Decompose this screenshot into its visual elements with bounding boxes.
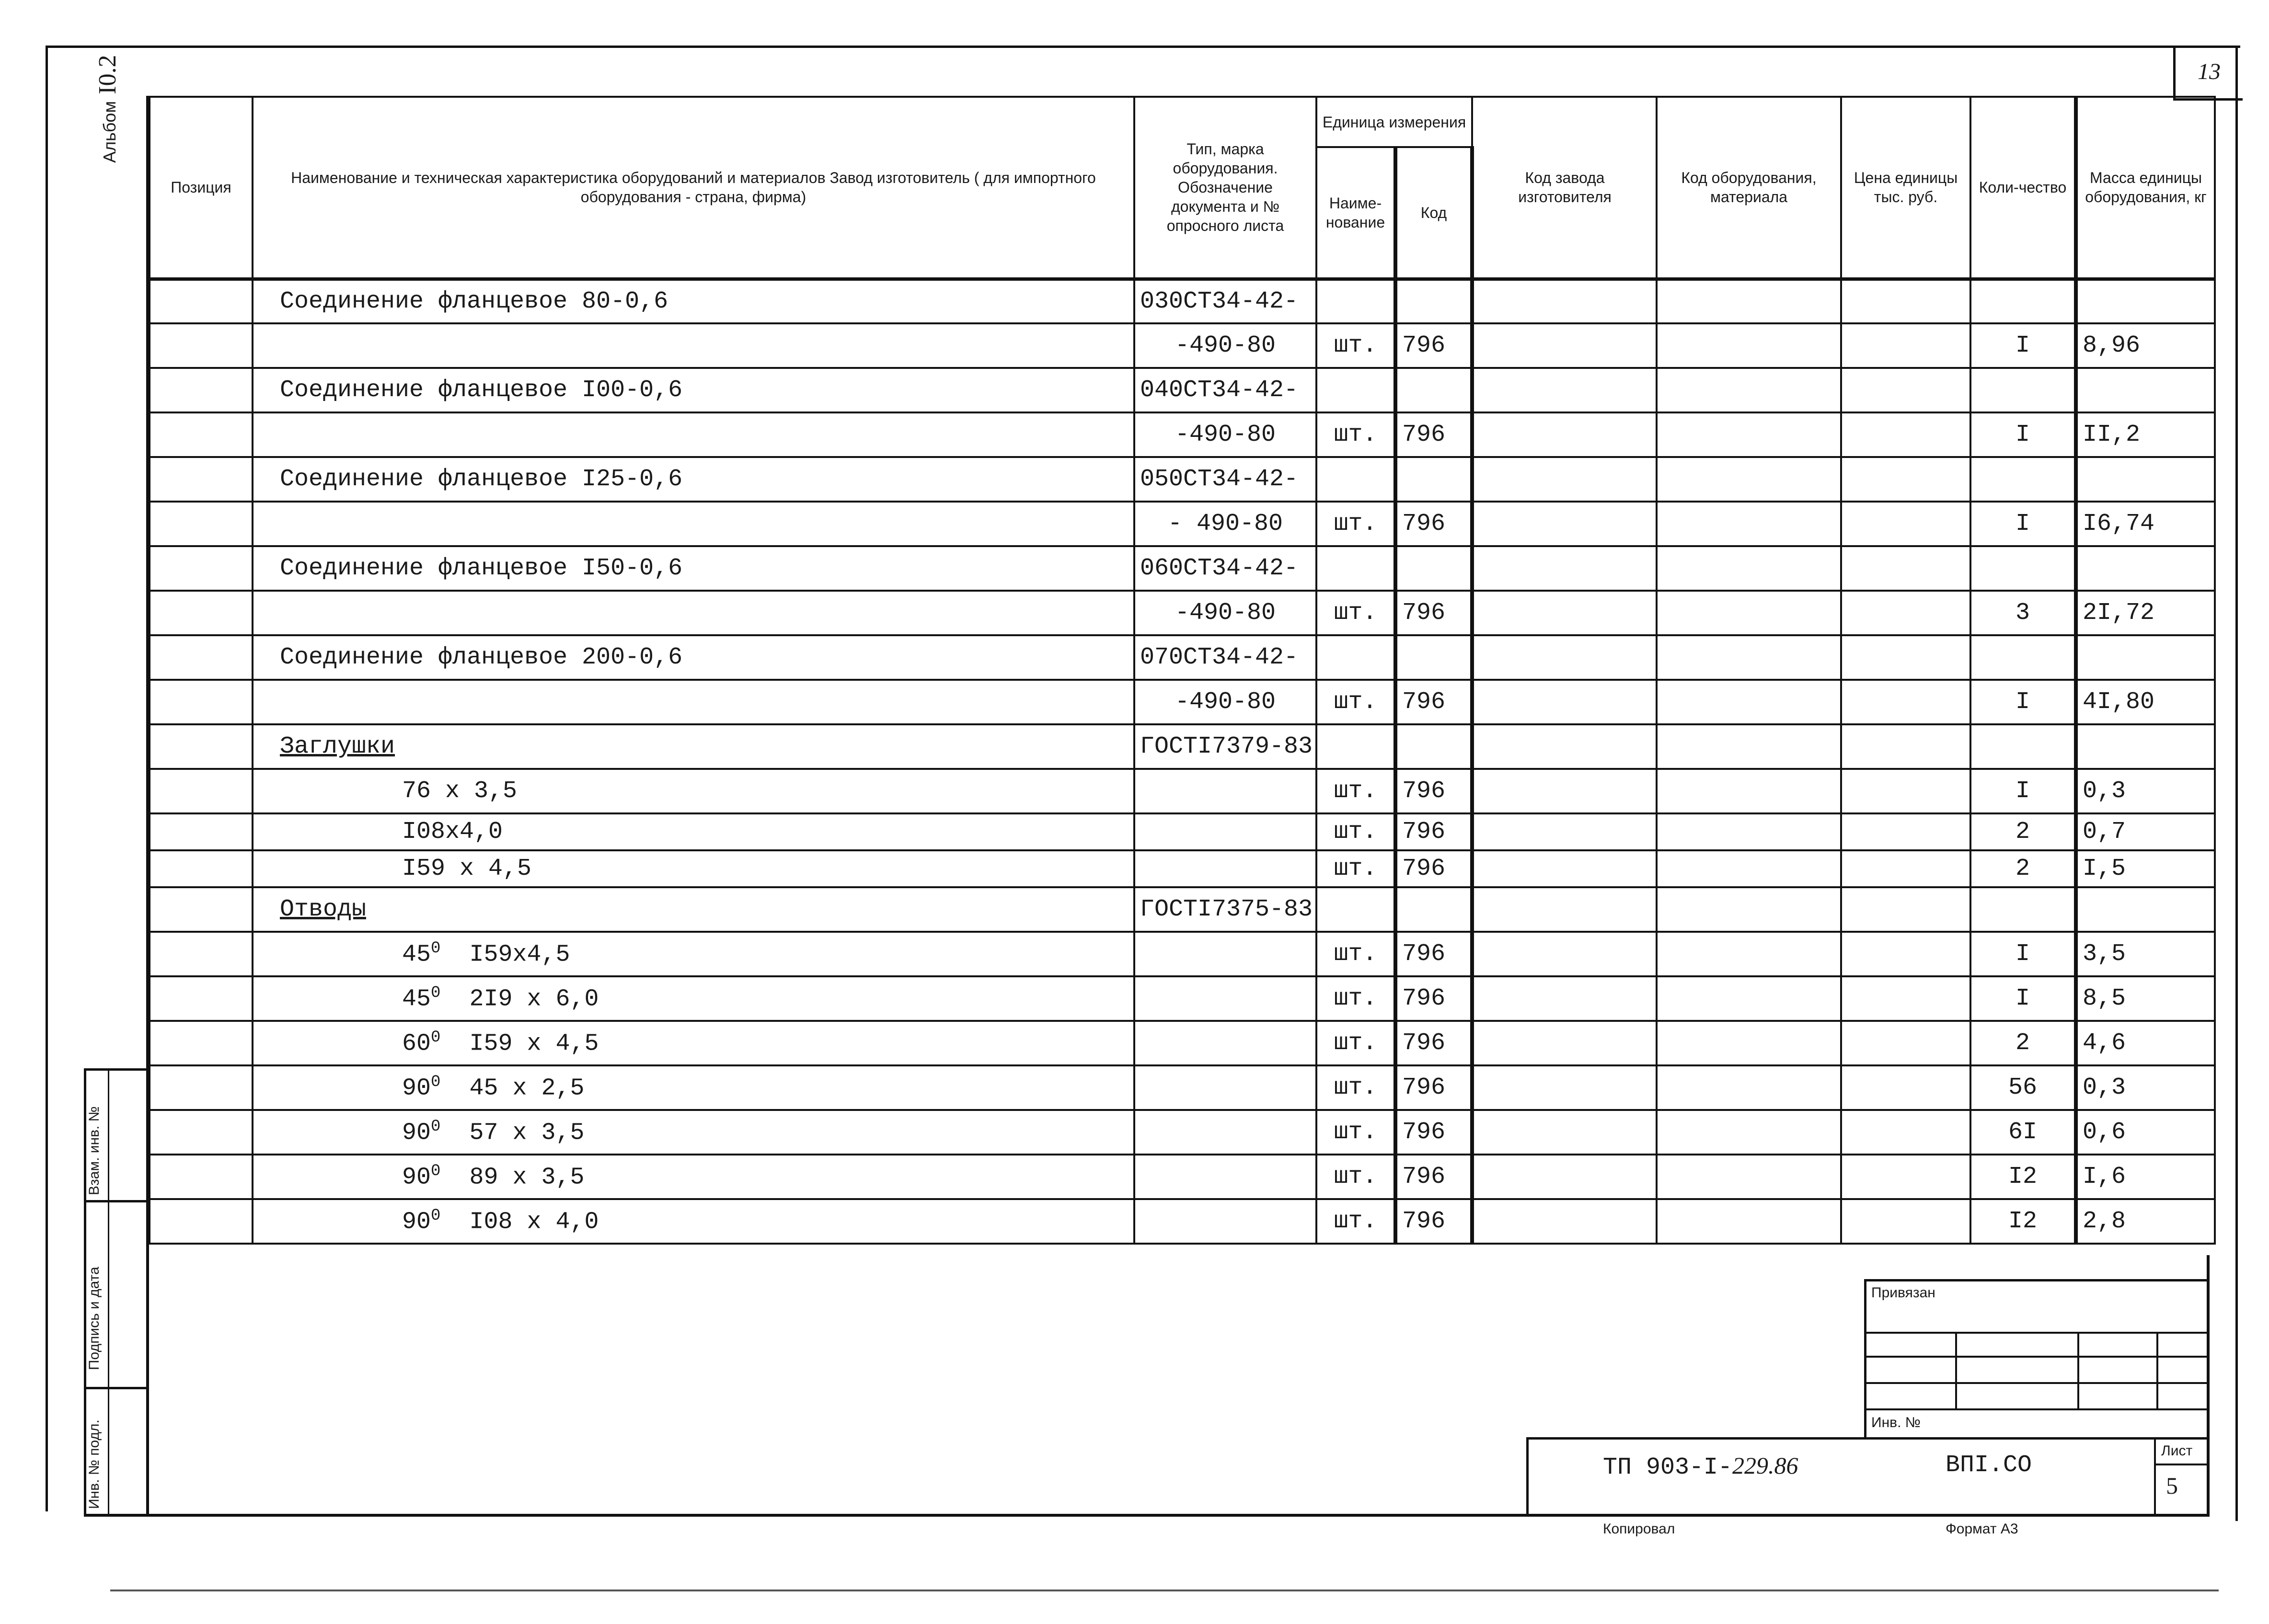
- row-code: 796: [1395, 850, 1472, 887]
- table-row: [150, 932, 2215, 976]
- inv-no-label: Инв. №: [1871, 1415, 1921, 1430]
- row-unit: шт.: [1316, 412, 1395, 457]
- row-name: 2I9 х 6,0: [469, 985, 599, 1013]
- header-unit-code: Код: [1395, 147, 1472, 279]
- row-name: Соединение фланцевое I25-0,6: [253, 457, 1134, 502]
- row-name-cell: [253, 1155, 1134, 1199]
- doc-code-prefix: ТП 903-I-: [1603, 1454, 1733, 1481]
- row-code: 796: [1395, 932, 1472, 976]
- row-type: 060СТ34-42-: [1134, 546, 1316, 591]
- row-unit: шт.: [1316, 502, 1395, 546]
- row-code: 796: [1395, 813, 1472, 850]
- table-row: [150, 887, 2215, 932]
- table-row: [150, 323, 2215, 368]
- degree-mark: 0: [431, 1073, 441, 1092]
- row-type: 030СТ34-42-: [1134, 279, 1316, 323]
- row-unit: шт.: [1316, 591, 1395, 635]
- row-mass: 0,3: [2076, 1065, 2215, 1110]
- sheet-divider: [2154, 1437, 2156, 1517]
- header-type: Тип, марка оборудования. Обозначение документа и № опросного листа: [1134, 97, 1316, 279]
- left-border: [46, 46, 48, 1511]
- row-quantity: I: [1970, 680, 2076, 724]
- row-unit: шт.: [1316, 1155, 1395, 1199]
- row-unit: шт.: [1316, 769, 1395, 813]
- table-row: [150, 546, 2215, 591]
- right-border: [2235, 46, 2238, 1521]
- row-name: Отводы: [253, 887, 1134, 932]
- table-row: [150, 591, 2215, 635]
- row-type: -490-80: [1134, 591, 1316, 635]
- row-code: 796: [1395, 591, 1472, 635]
- bottom-dash-line: [110, 1590, 2219, 1591]
- page-number: 13: [2173, 46, 2243, 101]
- row-name: I59 х 4,5: [469, 1030, 599, 1058]
- table-row: [150, 850, 2215, 887]
- side-label-inv-orig: Инв. № подл.: [86, 1419, 102, 1509]
- header-name: Наименование и техническая характеристика оборудований и материалов Завод изготовитель ( для импортного оборудования - страна, фирма): [253, 97, 1134, 279]
- row-unit: шт.: [1316, 813, 1395, 850]
- table-row: [150, 1021, 2215, 1065]
- degree-mark: 0: [431, 1162, 441, 1181]
- row-mass: 0,7: [2076, 813, 2215, 850]
- row-type: -490-80: [1134, 323, 1316, 368]
- row-code: 796: [1395, 680, 1472, 724]
- row-type: ГОСТI7375-83: [1134, 887, 1316, 932]
- specification-table: [149, 96, 2216, 1245]
- row-mass: 0,6: [2076, 1110, 2215, 1155]
- side-stamp-mid: [108, 1068, 109, 1516]
- binding-vline-3: [2156, 1332, 2158, 1408]
- album-label: [93, 55, 122, 163]
- row-unit: шт.: [1316, 1065, 1395, 1110]
- sheet-label: Лист: [2161, 1443, 2193, 1459]
- table-row: [150, 1110, 2215, 1155]
- row-mass: 2I,72: [2076, 591, 2215, 635]
- header-mass: Масса единицы оборудования, кг: [2076, 97, 2215, 279]
- row-code: 796: [1395, 976, 1472, 1021]
- row-code: 796: [1395, 1155, 1472, 1199]
- row-quantity: 6I: [1970, 1110, 2076, 1155]
- header-quantity: Коли-чество: [1970, 97, 2076, 279]
- table-row: [150, 769, 2215, 813]
- row-angle: 90: [402, 1075, 431, 1102]
- row-unit: шт.: [1316, 1110, 1395, 1155]
- table-row: [150, 502, 2215, 546]
- side-stamp-div2: [84, 1387, 149, 1389]
- row-mass: 3,5: [2076, 932, 2215, 976]
- row-mass: I,5: [2076, 850, 2215, 887]
- row-mass: II,2: [2076, 412, 2215, 457]
- row-code: 796: [1395, 502, 1472, 546]
- table-row: [150, 1155, 2215, 1199]
- degree-mark: 0: [431, 939, 441, 958]
- row-name: Соединение фланцевое 200-0,6: [253, 635, 1134, 680]
- row-mass: 8,96: [2076, 323, 2215, 368]
- row-quantity: 56: [1970, 1065, 2076, 1110]
- row-unit: шт.: [1316, 680, 1395, 724]
- row-name: 45 х 2,5: [469, 1075, 585, 1102]
- row-code: 796: [1395, 323, 1472, 368]
- doc-code: [1603, 1452, 1798, 1481]
- side-label-swap: Взам. инв. №: [86, 1106, 102, 1195]
- row-quantity: I: [1970, 412, 2076, 457]
- row-quantity: I: [1970, 932, 2076, 976]
- row-unit: шт.: [1316, 323, 1395, 368]
- degree-mark: 0: [431, 1207, 441, 1225]
- row-quantity: I: [1970, 323, 2076, 368]
- row-angle: 60: [402, 1030, 431, 1058]
- binding-vline-1: [1955, 1332, 1957, 1408]
- row-type: 040СТ34-42-: [1134, 368, 1316, 412]
- row-quantity: 2: [1970, 850, 2076, 887]
- row-mass: I,6: [2076, 1155, 2215, 1199]
- row-name-cell: [253, 1021, 1134, 1065]
- inner-left-border: [146, 96, 149, 1516]
- row-name: I08 х 4,0: [469, 1208, 599, 1236]
- row-name-cell: [253, 932, 1134, 976]
- row-code: 796: [1395, 1110, 1472, 1155]
- row-code: 796: [1395, 1199, 1472, 1244]
- row-name: 57 х 3,5: [469, 1119, 585, 1147]
- row-code: 796: [1395, 769, 1472, 813]
- header-unit-group: Единица измерения: [1316, 97, 1472, 147]
- row-name: 76 х 3,5: [253, 769, 1134, 813]
- side-label-sign-date: Подпись и дата: [86, 1267, 102, 1370]
- row-code: 796: [1395, 1021, 1472, 1065]
- header-factory-code: Код завода изготовителя: [1472, 97, 1657, 279]
- row-name: I59х4,5: [469, 941, 570, 969]
- side-stamp-top: [84, 1068, 149, 1071]
- album-caption: Альбом: [100, 101, 119, 163]
- degree-mark: 0: [431, 1118, 441, 1136]
- row-type: - 490-80: [1134, 502, 1316, 546]
- row-quantity: I2: [1970, 1155, 2076, 1199]
- header-position: Позиция: [150, 97, 253, 279]
- table-row: [150, 457, 2215, 502]
- binding-vline-2: [2077, 1332, 2079, 1408]
- row-name: Соединение фланцевое 80-0,6: [253, 279, 1134, 323]
- row-mass: 4,6: [2076, 1021, 2215, 1065]
- row-unit: шт.: [1316, 1199, 1395, 1244]
- row-code: 796: [1395, 1065, 1472, 1110]
- table-row: [150, 813, 2215, 850]
- row-angle: 45: [402, 941, 431, 969]
- footer-copied: Копировал: [1603, 1521, 1675, 1537]
- header-unit-name: Наиме-нование: [1316, 147, 1395, 279]
- row-quantity: 2: [1970, 1021, 2076, 1065]
- row-code: 796: [1395, 412, 1472, 457]
- row-name-cell: [253, 976, 1134, 1021]
- row-name: 89 х 3,5: [469, 1164, 585, 1191]
- sheet-label-line: [2154, 1464, 2209, 1465]
- row-type: 070СТ34-42-: [1134, 635, 1316, 680]
- table-row: [150, 368, 2215, 412]
- row-quantity: I: [1970, 769, 2076, 813]
- row-type: ГОСТI7379-83: [1134, 724, 1316, 769]
- row-name: Заглушки: [253, 724, 1134, 769]
- table-row: [150, 279, 2215, 323]
- row-angle: 45: [402, 985, 431, 1013]
- album-value: I0.2: [94, 55, 121, 94]
- top-border: [46, 46, 2240, 48]
- table-row: [150, 976, 2215, 1021]
- row-mass: 2,8: [2076, 1199, 2215, 1244]
- row-quantity: I: [1970, 502, 2076, 546]
- doc-code-number: 229.86: [1732, 1452, 1798, 1479]
- row-angle: 90: [402, 1164, 431, 1191]
- row-name: I59 х 4,5: [253, 850, 1134, 887]
- header-price: Цена единицы тыс. руб.: [1841, 97, 1970, 279]
- footer-format: Формат А3: [1946, 1521, 2018, 1537]
- table-row: [150, 412, 2215, 457]
- row-mass: 8,5: [2076, 976, 2215, 1021]
- row-quantity: 2: [1970, 813, 2076, 850]
- row-name: Соединение фланцевое I50-0,6: [253, 546, 1134, 591]
- binding-line-4: [1864, 1408, 2209, 1410]
- row-quantity: I2: [1970, 1199, 2076, 1244]
- table-row: [150, 1199, 2215, 1244]
- row-unit: шт.: [1316, 976, 1395, 1021]
- header-equipment-code: Код оборудования, материала: [1657, 97, 1841, 279]
- row-mass: I6,74: [2076, 502, 2215, 546]
- row-type: 050СТ34-42-: [1134, 457, 1316, 502]
- row-mass: 4I,80: [2076, 680, 2215, 724]
- row-name: Соединение фланцевое I00-0,6: [253, 368, 1134, 412]
- row-type: -490-80: [1134, 412, 1316, 457]
- row-unit: шт.: [1316, 1021, 1395, 1065]
- row-name: I08х4,0: [253, 813, 1134, 850]
- row-quantity: 3: [1970, 591, 2076, 635]
- row-quantity: I: [1970, 976, 2076, 1021]
- sheet-number: 5: [2166, 1472, 2178, 1499]
- row-unit: шт.: [1316, 932, 1395, 976]
- degree-mark: 0: [431, 1029, 441, 1047]
- row-name-cell: [253, 1199, 1134, 1244]
- side-stamp-div1: [84, 1200, 149, 1202]
- row-name-cell: [253, 1065, 1134, 1110]
- row-unit: шт.: [1316, 850, 1395, 887]
- row-type: -490-80: [1134, 680, 1316, 724]
- table-row: [150, 635, 2215, 680]
- row-angle: 90: [402, 1208, 431, 1236]
- row-name-cell: [253, 1110, 1134, 1155]
- table-row: [150, 724, 2215, 769]
- table-row: [150, 680, 2215, 724]
- bound-label: Привязан: [1871, 1285, 1935, 1301]
- row-angle: 90: [402, 1119, 431, 1147]
- row-mass: 0,3: [2076, 769, 2215, 813]
- degree-mark: 0: [431, 984, 441, 1003]
- table-row: [150, 1065, 2215, 1110]
- section-code: ВПI.СО: [1946, 1452, 2032, 1479]
